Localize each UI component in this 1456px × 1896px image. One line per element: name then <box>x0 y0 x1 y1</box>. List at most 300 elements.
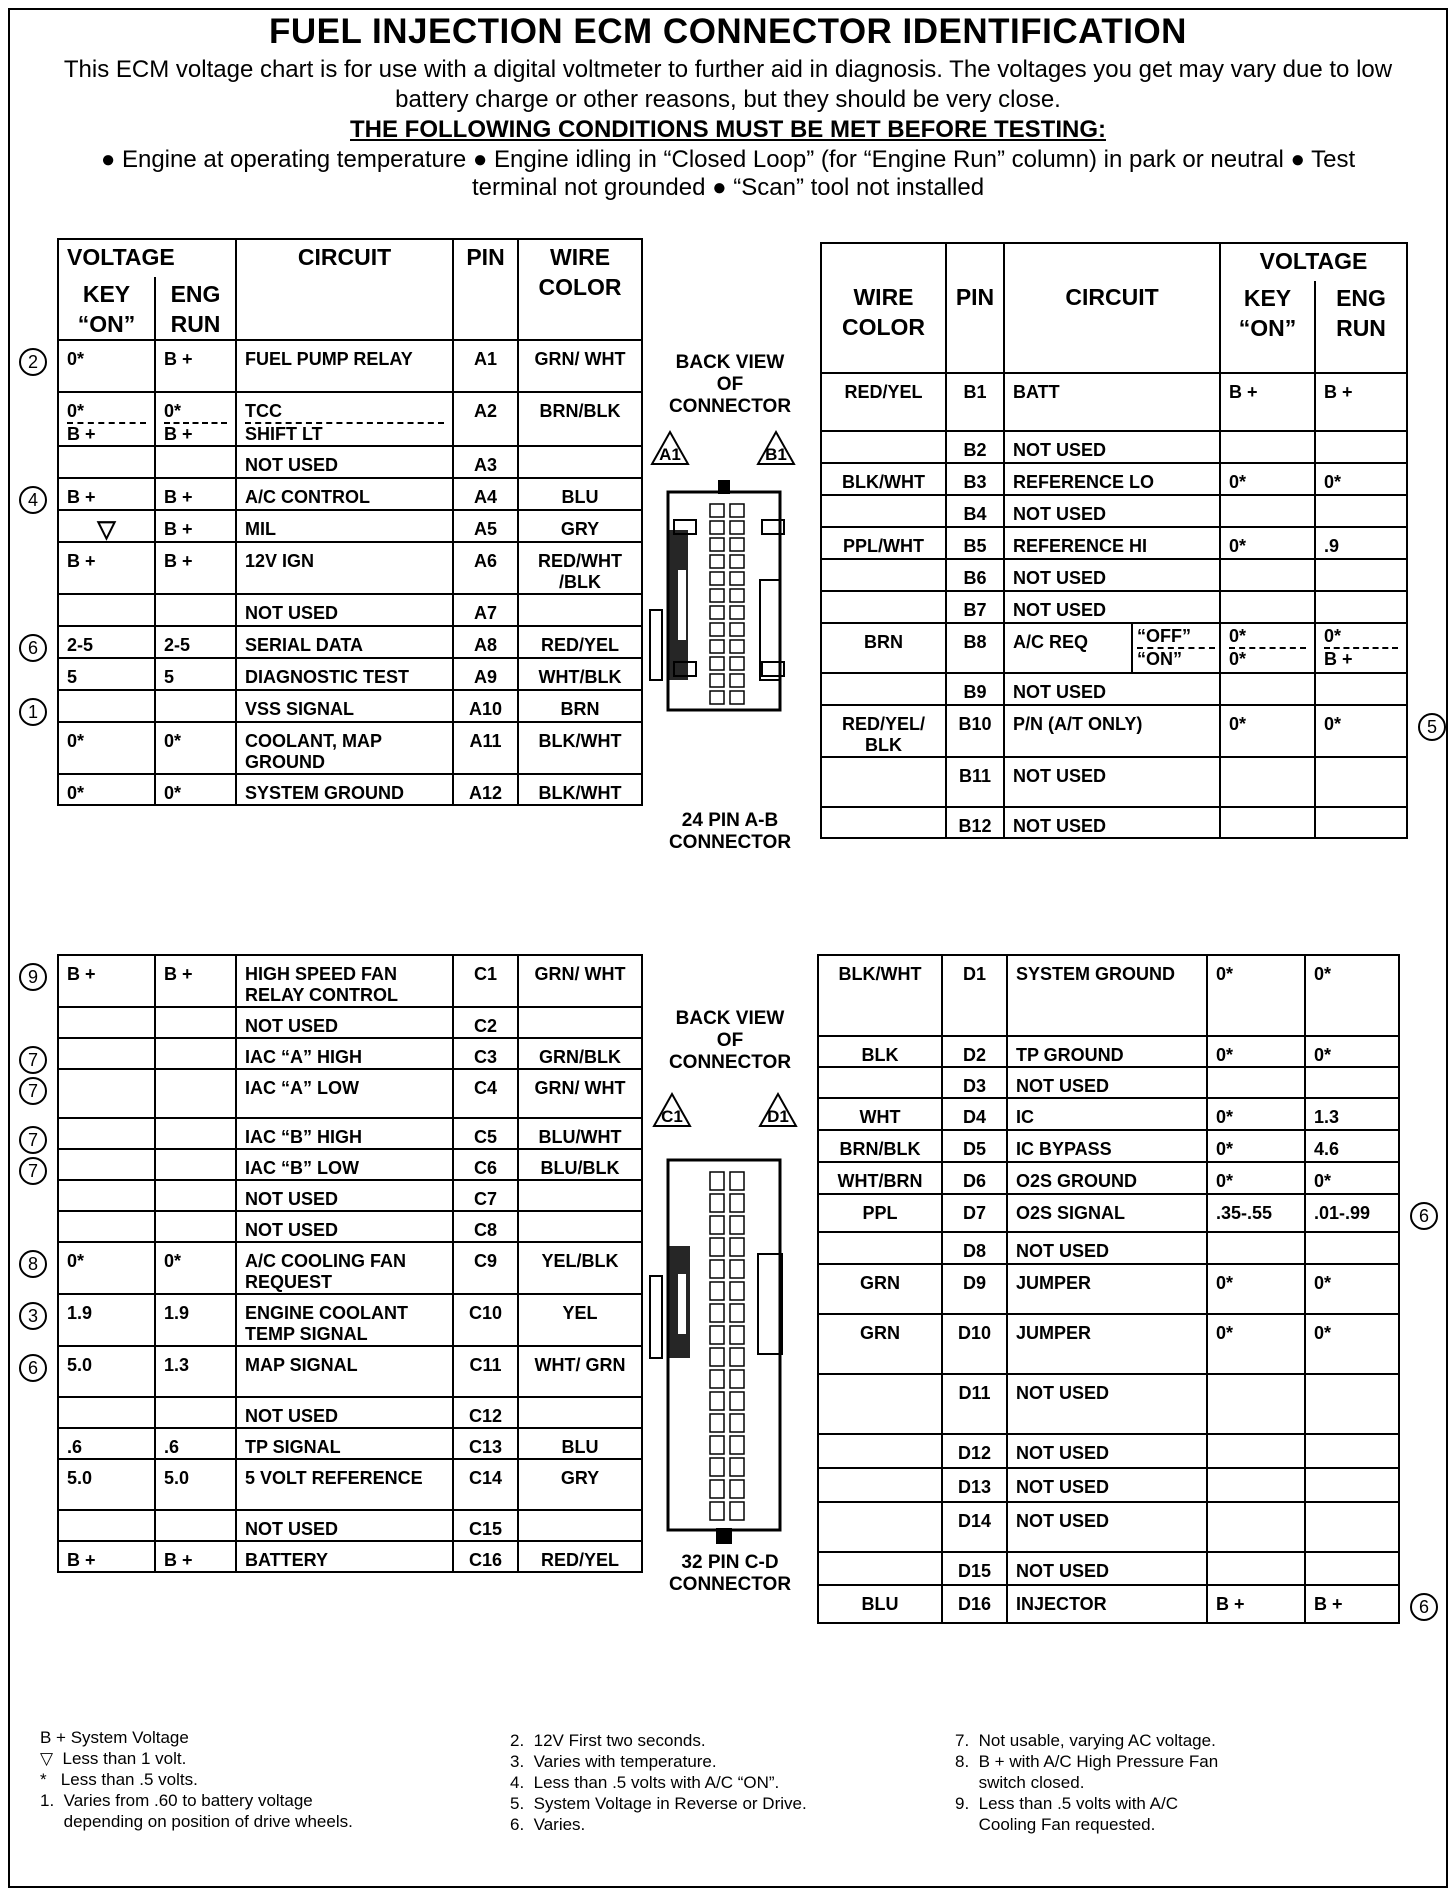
key-on-value <box>58 1007 155 1038</box>
connector-pin-cell <box>710 674 724 687</box>
pin-value: A8 <box>453 626 518 658</box>
eng-run-value: 0* <box>1305 1036 1399 1067</box>
table-row <box>58 478 642 510</box>
pin-value: D5 <box>942 1130 1007 1162</box>
circuit-value: NOT USED <box>236 594 453 626</box>
key-on-value: B + <box>58 542 155 594</box>
connector-ab-pin1: A1 <box>659 445 681 464</box>
key-on-value: .35-.55 <box>1207 1194 1305 1232</box>
key-on-value: B + <box>1220 373 1315 431</box>
wire-color-value: BLK/WHT <box>518 774 642 805</box>
eng-run-value: 1.3 <box>155 1346 236 1397</box>
table-row <box>818 1264 1399 1314</box>
table-row <box>818 1502 1399 1552</box>
table-row <box>58 1180 642 1211</box>
connector-cd-diagram <box>640 1074 820 1554</box>
pin-value: D6 <box>942 1162 1007 1194</box>
key-on-value <box>58 1038 155 1069</box>
key-on-value: 0* <box>1207 1098 1305 1130</box>
wire-color-value: RED/YEL/ BLK <box>821 705 946 757</box>
pin-value: D14 <box>942 1502 1007 1552</box>
table-row <box>58 594 642 626</box>
wire-color-value <box>821 559 946 591</box>
table-row <box>58 658 642 690</box>
key-on-value: 0* <box>58 340 155 392</box>
table-row <box>818 1374 1399 1434</box>
key-on-value: 0* <box>1207 955 1305 1036</box>
connector-pin-cell <box>730 1458 744 1476</box>
circuit-value: NOT USED <box>1007 1502 1207 1552</box>
connector-pin-cell <box>730 1436 744 1454</box>
wire-color-value: GRN <box>818 1314 942 1374</box>
wire-color-value: BLU <box>818 1585 942 1623</box>
wire-color-value: BRN/BLK <box>818 1130 942 1162</box>
key-on-value <box>1207 1552 1305 1585</box>
value-bottom: B + <box>67 422 146 445</box>
key-on-value <box>1220 431 1315 463</box>
connector-pin-cell <box>730 674 744 687</box>
pin-value: A5 <box>453 510 518 542</box>
wire-color-value: BLU <box>518 478 642 510</box>
circuit-value: NOT USED <box>1007 1232 1207 1264</box>
table-row <box>58 1007 642 1038</box>
key-on-value: 0* <box>1220 705 1315 757</box>
table-row <box>818 1067 1399 1098</box>
note-number-circle: 7 <box>19 1126 47 1154</box>
connector-pin-cell <box>710 1348 724 1366</box>
connector-pin-cell <box>730 1326 744 1344</box>
eng-run-value <box>1305 1434 1399 1468</box>
key-on-value: 0* <box>1220 527 1315 559</box>
connector-ab-back-view: BACK VIEW OF CONNECTOR <box>668 352 792 417</box>
conditions-list: ● Engine at operating temperature ● Engine idling in “Closed Loop” (for “Engine Run” column) in park or neutral ● Test terminal not grounded ● “Scan” tool not installed <box>100 146 1356 201</box>
pin-value: C8 <box>453 1211 518 1242</box>
key-on-value <box>58 690 155 722</box>
table-row <box>821 373 1407 431</box>
table-row <box>58 1069 642 1118</box>
connector-pin-cell <box>710 1502 724 1520</box>
value-top: 0* <box>1324 626 1342 646</box>
wire-color-header: WIRE COLOR <box>821 243 946 373</box>
note-number-circle: 4 <box>19 486 47 514</box>
connector-pin-cell <box>710 572 724 585</box>
table-row <box>821 673 1407 705</box>
key-on-value: B + <box>1207 1585 1305 1623</box>
table-row <box>818 1232 1399 1264</box>
circuit-value: NOT USED <box>1004 591 1220 623</box>
eng-run-value: 0* <box>155 722 236 774</box>
circuit-value: A/C COOLING FAN REQUEST <box>236 1242 453 1294</box>
key-on-value <box>1220 559 1315 591</box>
eng-run-value: B + <box>155 340 236 392</box>
pin-value: A4 <box>453 478 518 510</box>
pin-value: C12 <box>453 1397 518 1428</box>
wire-color-value: BLK/WHT <box>518 722 642 774</box>
pin-value: A10 <box>453 690 518 722</box>
table-row <box>58 955 642 1007</box>
pin-value: C1 <box>453 955 518 1007</box>
eng-run-value <box>155 1069 236 1118</box>
connector-pin-cell <box>710 623 724 636</box>
table-b <box>820 242 1408 839</box>
connector-pin-cell <box>710 538 724 551</box>
wire-color-value: YEL <box>518 1294 642 1346</box>
intro-text: This ECM voltage chart is for use with a digital voltmeter to further aid in diagnosis. The voltages you get may vary due to low battery charge or other reasons, but they should be very close. <box>63 56 1393 113</box>
wire-color-value: PPL/WHT <box>821 527 946 559</box>
pin-value: C13 <box>453 1428 518 1459</box>
key-on-value: 0* <box>58 774 155 805</box>
circuit-value: INJECTOR <box>1007 1585 1207 1623</box>
eng-run-header: ENG RUN <box>155 277 236 340</box>
connector-pin-cell <box>710 1480 724 1498</box>
circuit-value: TP SIGNAL <box>236 1428 453 1459</box>
connector-pin-cell <box>730 1238 744 1256</box>
eng-run-value <box>1305 1502 1399 1552</box>
connector-pin-cell <box>710 1370 724 1388</box>
connector-pin-cell <box>730 1172 744 1190</box>
circuit-value: NOT USED <box>1004 431 1220 463</box>
pin-value: B1 <box>946 373 1004 431</box>
note-number-circle: 8 <box>19 1250 47 1278</box>
eng-run-value <box>1315 757 1407 807</box>
connector-pin-cell <box>710 606 724 619</box>
wire-color-value: WHT/BRN <box>818 1162 942 1194</box>
circuit-value: SERIAL DATA <box>236 626 453 658</box>
circuit-value: NOT USED <box>1007 1552 1207 1585</box>
note-number-circle: 7 <box>19 1157 47 1185</box>
table-row <box>58 446 642 478</box>
circuit-value: COOLANT, MAP GROUND <box>236 722 453 774</box>
eng-run-value: B + <box>155 478 236 510</box>
wire-color-value <box>518 446 642 478</box>
connector-pin-cell <box>710 1304 724 1322</box>
pin-value: A7 <box>453 594 518 626</box>
eng-run-value <box>155 1118 236 1149</box>
wire-color-value <box>818 1552 942 1585</box>
circuit-value: A/C CONTROL <box>236 478 453 510</box>
key-on-value <box>1220 807 1315 838</box>
connector-ab-pin2: B1 <box>765 445 787 464</box>
connector-pin-cell <box>730 1370 744 1388</box>
table-row <box>58 1459 642 1510</box>
eng-run-value: 0* <box>1305 1162 1399 1194</box>
circuit-value: NOT USED <box>1004 757 1220 807</box>
circuit-value: IAC “B” LOW <box>236 1149 453 1180</box>
footnotes-col1: B + System Voltage ▽ Less than 1 volt. * Less than .5 volts. 1. Varies from .60 to battery voltage depending on position of drive wheels. <box>40 1728 353 1831</box>
circuit-header: CIRCUIT <box>236 239 453 340</box>
circuit-value <box>236 392 453 446</box>
circuit-value: 12V IGN <box>236 542 453 594</box>
table-row <box>58 1242 642 1294</box>
pin-value: D9 <box>942 1264 1007 1314</box>
circuit-value: IC BYPASS <box>1007 1130 1207 1162</box>
pin-value: D8 <box>942 1232 1007 1264</box>
table-d <box>817 954 1400 1624</box>
wire-color-value: BLK <box>818 1036 942 1067</box>
eng-run-value <box>1315 673 1407 705</box>
eng-run-value: B + <box>155 955 236 1007</box>
connector-pin-cell <box>730 1194 744 1212</box>
circuit-value: IC <box>1007 1098 1207 1130</box>
connector-pin-cell <box>730 657 744 670</box>
wire-color-value <box>518 1211 642 1242</box>
wire-color-value <box>821 431 946 463</box>
eng-run-value: 5 <box>155 658 236 690</box>
wire-color-value: BRN <box>821 623 946 673</box>
key-on-value: 1.9 <box>58 1294 155 1346</box>
header-row <box>58 239 642 277</box>
sub-on: “ON” <box>1137 647 1215 670</box>
wire-color-value: BRN <box>518 690 642 722</box>
pin-value: A1 <box>453 340 518 392</box>
wire-color-value <box>518 1180 642 1211</box>
connector-pin-cell <box>730 1502 744 1520</box>
connector-pin-cell <box>710 1172 724 1190</box>
table-row <box>58 1428 642 1459</box>
connector-pin-cell <box>710 691 724 704</box>
table-row <box>818 1552 1399 1585</box>
key-on-value <box>1207 1232 1305 1264</box>
table-row <box>58 1149 642 1180</box>
table-row <box>821 495 1407 527</box>
wire-color-value <box>818 1232 942 1264</box>
pin-value: A9 <box>453 658 518 690</box>
wire-color-value: RED/YEL <box>821 373 946 431</box>
note-number-circle: 7 <box>19 1077 47 1105</box>
circuit-value: O2S SIGNAL <box>1007 1194 1207 1232</box>
pin-value: D16 <box>942 1585 1007 1623</box>
circuit-value: NOT USED <box>1004 807 1220 838</box>
eng-run-value <box>1305 1374 1399 1434</box>
connector-pin-cell <box>710 1194 724 1212</box>
connector-pin-cell <box>730 1304 744 1322</box>
pin-value: B10 <box>946 705 1004 757</box>
circuit-value: NOT USED <box>1007 1434 1207 1468</box>
pin-value: C7 <box>453 1180 518 1211</box>
circuit-header: CIRCUIT <box>1004 243 1220 373</box>
eng-run-value: 4.6 <box>1305 1130 1399 1162</box>
eng-run-value: 1.3 <box>1305 1098 1399 1130</box>
table-row <box>58 1346 642 1397</box>
table-row <box>58 1118 642 1149</box>
pin-value: D13 <box>942 1468 1007 1502</box>
eng-run-value: B + <box>1305 1585 1399 1623</box>
key-on-value <box>1220 495 1315 527</box>
table-row <box>821 757 1407 807</box>
note-number-circle: 2 <box>19 348 47 376</box>
eng-run-value <box>155 1007 236 1038</box>
key-on-value <box>1207 1067 1305 1098</box>
eng-run-value <box>155 446 236 478</box>
value-bottom: B + <box>164 422 227 445</box>
value-top: 0* <box>1229 626 1247 646</box>
wire-color-value <box>821 673 946 705</box>
wire-color-value <box>818 1468 942 1502</box>
connector-pin-cell <box>730 538 744 551</box>
eng-run-value: B + <box>155 542 236 594</box>
wire-color-value: GRN/ WHT <box>518 1069 642 1118</box>
key-on-value: 0* <box>1207 1130 1305 1162</box>
table-row <box>58 1541 642 1572</box>
connector-pin-cell <box>730 1348 744 1366</box>
circuit-value: NOT USED <box>1004 673 1220 705</box>
footnotes-col2: 2. 12V First two seconds. 3. Varies with temperature. 4. Less than .5 volts with A/C “ON”. 5. System Voltage in Reverse or Drive. 6. Varies. <box>510 1731 807 1834</box>
table-row <box>818 1434 1399 1468</box>
pin-value: D15 <box>942 1552 1007 1585</box>
circuit-value: NOT USED <box>236 1007 453 1038</box>
note-number-circle: 9 <box>19 963 47 991</box>
connector-pin-cell <box>710 1326 724 1344</box>
table-a <box>57 238 643 806</box>
connector-ab-diagram <box>640 420 820 820</box>
key-on-value <box>1207 1434 1305 1468</box>
eng-run-value: 0* <box>155 774 236 805</box>
eng-run-value <box>1315 807 1407 838</box>
note-number-circle: 1 <box>19 698 47 726</box>
wire-color-value: BLK/WHT <box>821 463 946 495</box>
table-row <box>818 1194 1399 1232</box>
table-row <box>818 1314 1399 1374</box>
wire-color-value: RED/WHT /BLK <box>518 542 642 594</box>
connector-cd-label: 32 PIN C-D CONNECTOR <box>668 1552 792 1595</box>
page-title: FUEL INJECTION ECM CONNECTOR IDENTIFICATION <box>269 12 1187 51</box>
key-on-value <box>1207 1374 1305 1434</box>
eng-run-value <box>155 1510 236 1541</box>
circuit-value: JUMPER <box>1007 1314 1207 1374</box>
circuit-value: NOT USED <box>1007 1374 1207 1434</box>
key-on-value: 5.0 <box>58 1459 155 1510</box>
circuit-value: IAC “A” HIGH <box>236 1038 453 1069</box>
connector-pin-cell <box>730 1216 744 1234</box>
key-on-value <box>1207 1502 1305 1552</box>
table-row <box>821 463 1407 495</box>
table-row <box>818 1585 1399 1623</box>
wire-color-value: BLK/WHT <box>818 955 942 1036</box>
pin-value: B8 <box>946 623 1004 673</box>
eng-run-value: B + <box>155 510 236 542</box>
connector-pin-cell <box>710 589 724 602</box>
wire-color-value <box>818 1067 942 1098</box>
connector-pin-cell <box>710 555 724 568</box>
circuit-value: P/N (A/T ONLY) <box>1004 705 1220 757</box>
pin-value: D1 <box>942 955 1007 1036</box>
eng-run-value: 0* <box>1305 1264 1399 1314</box>
connector-pin-cell <box>710 1458 724 1476</box>
key-on-value <box>58 594 155 626</box>
key-on-value: B + <box>58 478 155 510</box>
table-row <box>821 431 1407 463</box>
eng-run-value: .9 <box>1315 527 1407 559</box>
pin-value: B2 <box>946 431 1004 463</box>
pin-value: C14 <box>453 1459 518 1510</box>
eng-run-value <box>1305 1468 1399 1502</box>
circuit-value: DIAGNOSTIC TEST <box>236 658 453 690</box>
pin-header: PIN <box>946 243 1004 373</box>
key-on-value <box>1220 757 1315 807</box>
wire-color-value: GRN/ WHT <box>518 955 642 1007</box>
table-row <box>821 559 1407 591</box>
wire-color-value: YEL/BLK <box>518 1242 642 1294</box>
eng-run-value <box>1315 623 1407 673</box>
pin-value: C9 <box>453 1242 518 1294</box>
circuit-value: NOT USED <box>1004 559 1220 591</box>
wire-color-value <box>818 1374 942 1434</box>
key-on-value: 5.0 <box>58 1346 155 1397</box>
note-number-circle: 5 <box>1418 713 1446 741</box>
connector-pin-cell <box>730 555 744 568</box>
table-row <box>818 1162 1399 1194</box>
connector-pin-cell <box>710 1392 724 1410</box>
eng-run-value <box>155 690 236 722</box>
connector-pin-cell <box>730 504 744 517</box>
table-row <box>58 542 642 594</box>
connector-pin-cell <box>710 640 724 653</box>
connector-pin-cell <box>730 640 744 653</box>
pin-value: D11 <box>942 1374 1007 1434</box>
key-on-header: KEY “ON” <box>1220 281 1315 373</box>
circuit-value: NOT USED <box>236 1510 453 1541</box>
eng-run-value: .01-.99 <box>1305 1194 1399 1232</box>
key-on-value: .6 <box>58 1428 155 1459</box>
connector-pin-cell <box>730 1480 744 1498</box>
wire-color-value: GRY <box>518 510 642 542</box>
pin-value: D12 <box>942 1434 1007 1468</box>
connector-pin-cell <box>730 623 744 636</box>
circuit-value: 5 VOLT REFERENCE <box>236 1459 453 1510</box>
value-top: TCC <box>245 401 283 421</box>
note-number-circle: 6 <box>1410 1593 1438 1621</box>
connector-pin-cell <box>710 1282 724 1300</box>
connector-pin-cell <box>730 1414 744 1432</box>
circuit-value: HIGH SPEED FAN RELAY CONTROL <box>236 955 453 1007</box>
connector-pin-cell <box>730 606 744 619</box>
wire-color-value: BLU <box>518 1428 642 1459</box>
wire-color-header: WIRE COLOR <box>518 239 642 340</box>
circuit-value: SYSTEM GROUND <box>1007 955 1207 1036</box>
sub-off: “OFF” <box>1137 626 1191 646</box>
eng-run-value <box>1315 559 1407 591</box>
key-on-value <box>58 1510 155 1541</box>
circuit-value: NOT USED <box>236 1180 453 1211</box>
pin-value: D3 <box>942 1067 1007 1098</box>
connector-pin-cell <box>730 1392 744 1410</box>
note-number-circle: 3 <box>19 1302 47 1330</box>
wire-color-value <box>818 1502 942 1552</box>
pin-value: B3 <box>946 463 1004 495</box>
key-on-value <box>58 1149 155 1180</box>
wire-color-value <box>821 591 946 623</box>
connector-pin-cell <box>710 1238 724 1256</box>
eng-run-value <box>155 1149 236 1180</box>
eng-run-value: 0* <box>1305 1314 1399 1374</box>
circuit-value: O2S GROUND <box>1007 1162 1207 1194</box>
connector-pin-cell <box>710 1414 724 1432</box>
wire-color-value <box>821 807 946 838</box>
circuit-sub-value <box>1132 623 1220 673</box>
circuit-value: REFERENCE HI <box>1004 527 1220 559</box>
pin-value: B6 <box>946 559 1004 591</box>
eng-run-value <box>155 1038 236 1069</box>
eng-run-value <box>155 392 236 446</box>
table-row <box>821 623 1407 673</box>
wire-color-value: RED/YEL <box>518 1541 642 1572</box>
connector-ab-label: 24 PIN A-B CONNECTOR <box>668 810 792 853</box>
circuit-value: BATT <box>1004 373 1220 431</box>
wire-color-value: GRN/ WHT <box>518 340 642 392</box>
table-row <box>58 510 642 542</box>
circuit-value: SYSTEM GROUND <box>236 774 453 805</box>
table-c <box>57 954 643 1573</box>
